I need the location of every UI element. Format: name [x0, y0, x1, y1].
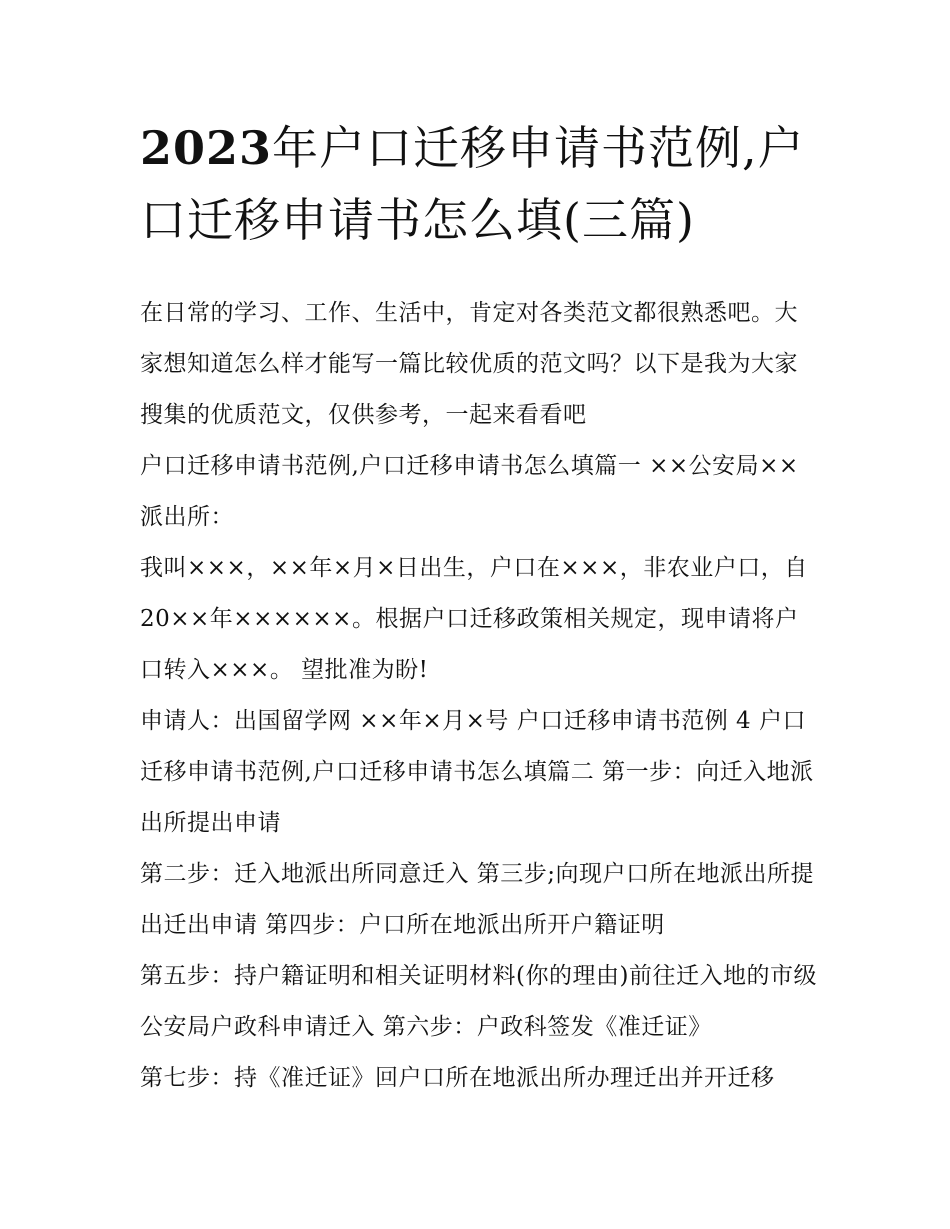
title-year: 2023	[140, 121, 273, 175]
intro-paragraph: 在日常的学习、工作、生活中，肯定对各类范文都很熟悉吧。大家想知道怎么样才能写一篇比较优质的范文吗？以下是我为大家搜集的优质范文，仅供参考，一起来看看吧	[140, 300, 798, 428]
step-seven: 第七步：持《准迁证》回户口所在地派出所办理迁出并开迁移	[140, 1065, 775, 1091]
steps-five-six: 第五步：持户籍证明和相关证明材料(你的理由)前往迁入地的市级公安局户政科申请迁入 第六步：户政科签发《准迁证》	[140, 963, 817, 1040]
applicant-paragraph: 申请人：出国留学网 ××年×月×号 户口迁移申请书范例 4 户口迁移申请书范例,户口迁移申请书怎么填篇二 第一步：向迁入地派出所提出申请	[140, 708, 814, 836]
section-one-heading: 户口迁移申请书范例,户口迁移申请书怎么填篇一 ××公安局××派出所：	[140, 453, 799, 530]
document-title	[140, 112, 820, 256]
steps-two-four: 第二步：迁入地派出所同意迁入 第三步;向现户口所在地派出所提出迁出申请 第四步：户口所在地派出所开户籍证明	[140, 861, 815, 938]
application-paragraph: 我叫×××，××年×月×日出生，户口在×××，非农业户口，自20××年××××××。根据户口迁移政策相关规定，现申请将户口转入×××。 望批准为盼!	[140, 555, 808, 683]
title-text: 年户口迁移申请书范例,户口迁移申请书怎么填(三篇)	[140, 121, 805, 247]
document-page	[140, 112, 820, 1104]
document-body	[140, 288, 820, 1104]
